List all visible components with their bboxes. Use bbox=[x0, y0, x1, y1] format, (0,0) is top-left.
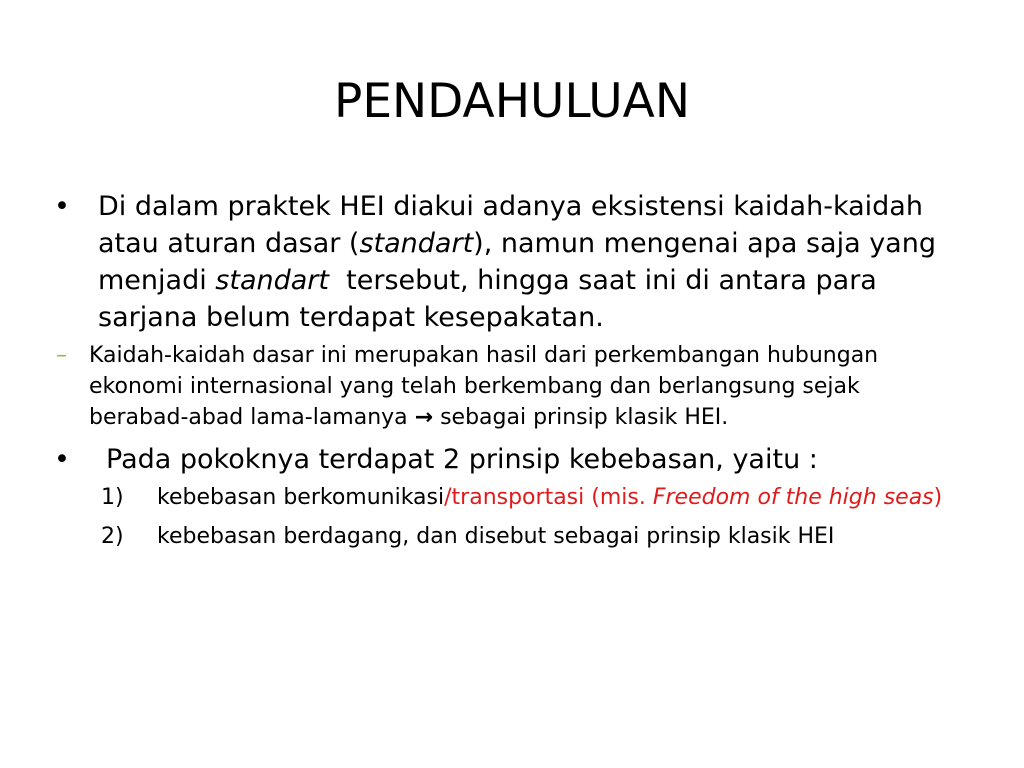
dash-marker: – bbox=[56, 343, 67, 368]
number-marker: 1) bbox=[101, 485, 124, 510]
red-text: ) bbox=[933, 485, 943, 510]
bullet-item-1 bbox=[50, 188, 950, 336]
bullet-marker: • bbox=[54, 444, 70, 475]
sub-item-1 bbox=[50, 340, 950, 433]
bullet-text: Di dalam praktek HEI diakui adanya eksistensi kaidah-kaidah atau aturan dasar ( bbox=[98, 191, 923, 259]
slide-content bbox=[50, 188, 950, 552]
bullet-text: ), namun mengenai apa saja yang menjadi bbox=[98, 228, 936, 296]
numbered-item-2 bbox=[50, 521, 950, 552]
italic-term: standart bbox=[215, 265, 329, 296]
arrow-icon: → bbox=[414, 405, 434, 430]
numbered-text: kebebasan berkomunikasi bbox=[157, 485, 445, 510]
red-text: /transportasi (mis. bbox=[444, 485, 653, 510]
sub-text: Kaidah-kaidah dasar ini merupakan hasil dari perkembangan hubungan ekonomi internasional yang telah berkembang dan berlangsung sejak berabad-abad lama-lamanya bbox=[89, 343, 879, 430]
numbered-text: kebebasan berdagang, dan disebut sebagai prinsip klasik HEI bbox=[157, 524, 835, 549]
sub-text: sebagai prinsip klasik HEI. bbox=[433, 405, 729, 430]
bullet-item-2 bbox=[50, 441, 950, 478]
bullet-text: Pada pokoknya terdapat 2 prinsip kebebasan, yaitu : bbox=[106, 444, 818, 475]
numbered-item-1 bbox=[50, 482, 950, 513]
slide-title: PENDAHULUAN bbox=[333, 74, 690, 129]
number-marker: 2) bbox=[101, 524, 124, 549]
bullet-text: tersebut, hingga saat ini di antara para sarjana belum terdapat kesepakatan. bbox=[98, 265, 886, 333]
red-italic-text: Freedom of the high seas bbox=[652, 485, 934, 510]
bullet-marker: • bbox=[54, 191, 70, 222]
italic-term: standart bbox=[359, 228, 474, 259]
